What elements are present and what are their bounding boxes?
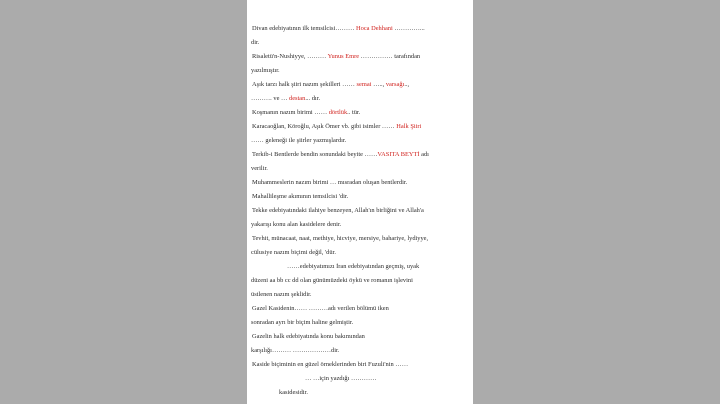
text-line (251, 291, 473, 299)
line-text: … …için yazdığı ………… (305, 375, 377, 382)
text-line (251, 277, 473, 285)
text-line (279, 389, 473, 397)
line-text: Gazel Kasidenin…… ………adı verilen bölümü iken (252, 305, 389, 312)
line-text: Muhammeslerin nazım birimi … mısradan oluşan bentlerdir. (252, 179, 408, 186)
line-text: cülusiye nazım biçimi değil, 'dür. (251, 249, 336, 256)
answer-text: varsağı (385, 81, 405, 88)
text-line (251, 221, 473, 229)
text-line (252, 53, 473, 61)
text-line (251, 165, 473, 173)
line-text: …………… tarafından (359, 53, 421, 60)
line-text: ………. ve … (251, 95, 289, 102)
line-text: düzeni aa bb cc dd olan günümüzdeki öykü ve romanın işlevini (251, 277, 413, 284)
text-line (251, 67, 473, 75)
line-text: Divan edebiyatının ilk temsilcisi……… (252, 25, 357, 32)
text-line (252, 151, 473, 159)
line-text: üstlenen nazım şeklidir. (251, 291, 312, 298)
text-line (251, 347, 473, 355)
answer-text: Halk Şiiri (396, 123, 422, 130)
text-line (252, 109, 473, 117)
document-lines (247, 0, 473, 404)
text-line (252, 207, 473, 215)
line-text: Kaside biçiminin en güzel örneklerinden biri Fuzuli'nin …… (252, 361, 409, 368)
line-text: yazılmıştır. (251, 67, 280, 74)
text-line (252, 123, 473, 131)
line-text: Gazelin halk edebiyatında konu bakımından (252, 333, 365, 340)
line-text: Karacaoğlan, Köroğlu, Aşık Ömer vb. gibi isimler …… (252, 123, 397, 130)
text-line (251, 137, 473, 145)
text-line (287, 263, 473, 271)
line-text: Risaletü'n-Nushiyye, ……… (252, 53, 328, 60)
line-text: .., (404, 81, 410, 88)
text-line (251, 249, 473, 257)
text-line (252, 193, 473, 201)
text-line (252, 333, 473, 341)
text-line (252, 179, 473, 187)
line-text: kasidesidir. (279, 389, 308, 396)
line-text: karşılığı……… ………………dir. (251, 347, 340, 354)
text-line (252, 235, 473, 243)
text-line (252, 81, 473, 89)
answer-text: VASITA BEYTİ (377, 151, 420, 158)
line-text: dir. (251, 39, 260, 46)
text-line (252, 361, 473, 369)
line-text: verilir. (251, 165, 268, 172)
line-text: sonradan ayrı bir biçim haline gelmiştir. (251, 319, 354, 326)
line-text: Tekke edebiyatındaki ilahiye benzeyen, Allah'ın birliğini ve Allah'a (252, 207, 424, 214)
line-text: ….., (371, 81, 386, 88)
line-text: .. tür. (347, 109, 361, 116)
line-text: adı (419, 151, 429, 158)
document-page (247, 0, 473, 404)
answer-text: semai (356, 81, 372, 88)
text-line (252, 25, 473, 33)
text-line (251, 319, 473, 327)
line-text: yakarışı konu alan kasidelere denir. (251, 221, 342, 228)
line-text: ... dır. (305, 95, 321, 102)
line-text: …… geleneği ile şiirler yazmışlardır. (251, 137, 347, 144)
answer-text: Yunus Emre (327, 53, 360, 60)
line-text: Mahallileşme akımının temsilcisi 'dir. (252, 193, 349, 200)
answer-text: Hoca Dehhani (356, 25, 393, 32)
line-text: Aşık tarzı halk şiiri nazım şekilleri …… (252, 81, 357, 88)
line-text: …………... (392, 25, 425, 32)
answer-text: dörtlük (328, 109, 348, 116)
answer-text: destan (289, 95, 306, 102)
text-line (251, 95, 473, 103)
line-text: Tevhit, münacaat, naat, methiye, hicviye, mersiye, bahariye, lydiyye, (252, 235, 429, 242)
text-line (251, 39, 473, 47)
line-text: ……edebiyatımızı İran edebiyatından geçmiş, uyak (287, 263, 420, 270)
text-line (252, 305, 473, 313)
line-text: Koşmanın nazım birimi …… (252, 109, 329, 116)
text-line (305, 375, 473, 383)
line-text: Terkib-i Bentlerde bendin sonundaki beyite …… (252, 151, 378, 158)
